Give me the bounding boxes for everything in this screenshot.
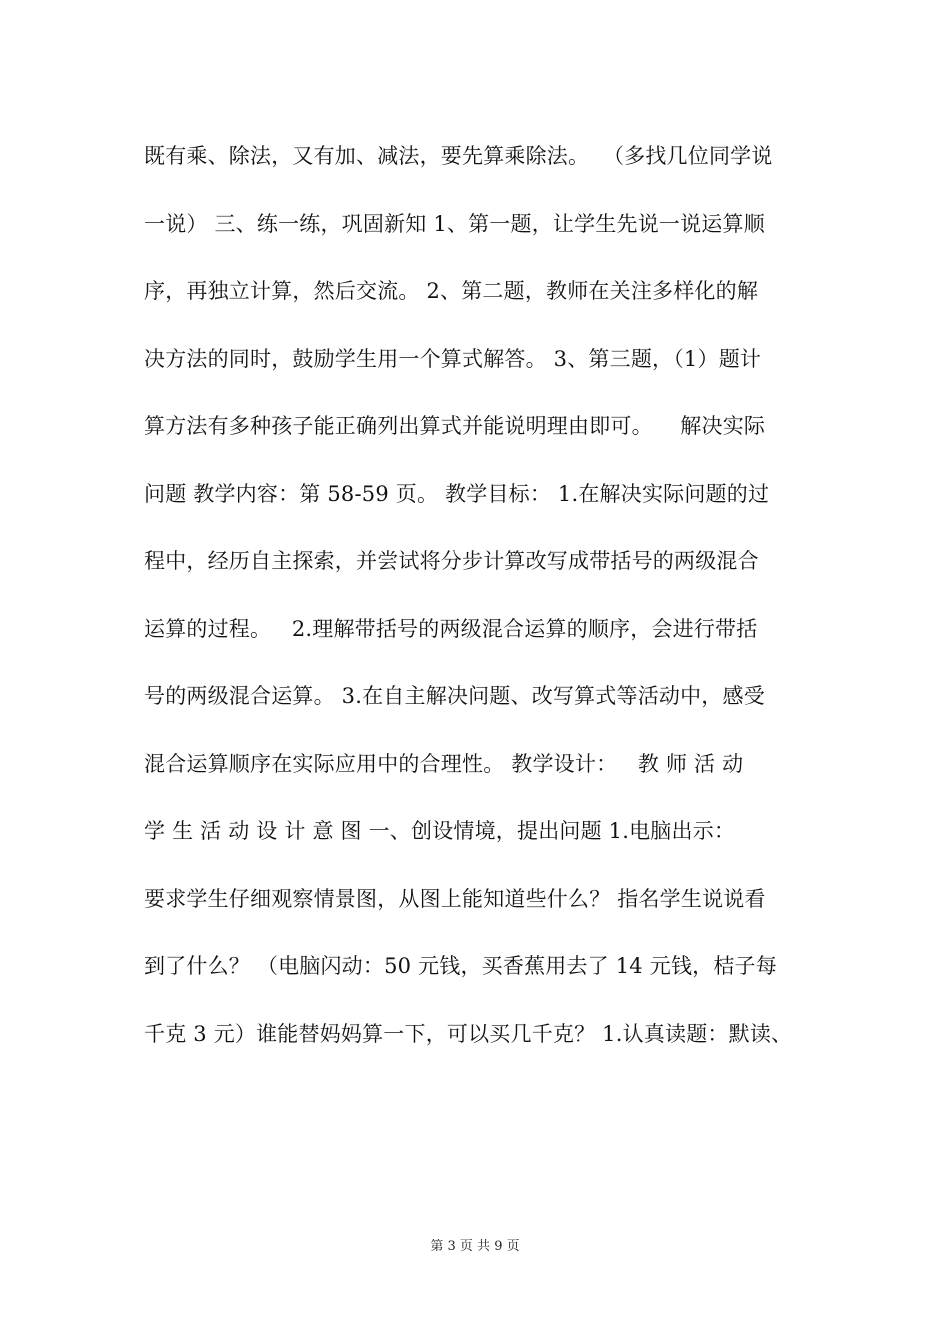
text-line: 到了什么？ （电脑闪动：50 元钱，买香蕉用去了 14 元钱，桔子每 — [144, 954, 777, 978]
text-line: 千克 3 元）谁能替妈妈算一下，可以买几千克？ 1.认真读题：默读、 — [144, 1021, 793, 1046]
text-line: 序，再独立计算，然后交流。 2、第二题，教师在关注多样化的解 — [144, 279, 759, 303]
text-line: 决方法的同时，鼓励学生用一个算式解答。 3、第三题，（1）题计 — [144, 346, 762, 371]
text-line: 号的两级混合运算。 3.在自主解决问题、改写算式等活动中，感受 — [144, 684, 765, 708]
text-line: 学 生 活 动 设 计 意 图 一、创设情境，提出问题 1.电脑出示： — [144, 819, 736, 843]
text-line: 程中，经历自主探索，并尝试将分步计算改写成带括号的两级混合 — [144, 549, 759, 573]
text-line: 一说） 三、练一练，巩固新知 1、第一题，让学生先说一说运算顺 — [144, 211, 765, 236]
document-body — [144, 134, 824, 1079]
text-line: 算方法有多种孩子能正确列出算式并能说明理由即可。 解决实际 — [144, 414, 766, 438]
text-line: 既有乘、除法，又有加、减法，要先算乘除法。 （多找几位同学说 — [144, 144, 773, 168]
text-line: 混合运算顺序在实际应用中的合理性。 教学设计： 教 师 活 动 — [144, 751, 744, 776]
text-line: 问题 教学内容：第 58-59 页。 教学目标： 1.在解决实际问题的过 — [144, 481, 770, 506]
text-line: 要求学生仔细观察情景图，从图上能知道些什么？ 指名学生说说看 — [144, 886, 766, 911]
text-line: 运算的过程。 2.理解带括号的两级混合运算的顺序，会进行带括 — [144, 616, 758, 641]
page-number-footer: 第 3 页 共 9 页 — [430, 1239, 520, 1254]
